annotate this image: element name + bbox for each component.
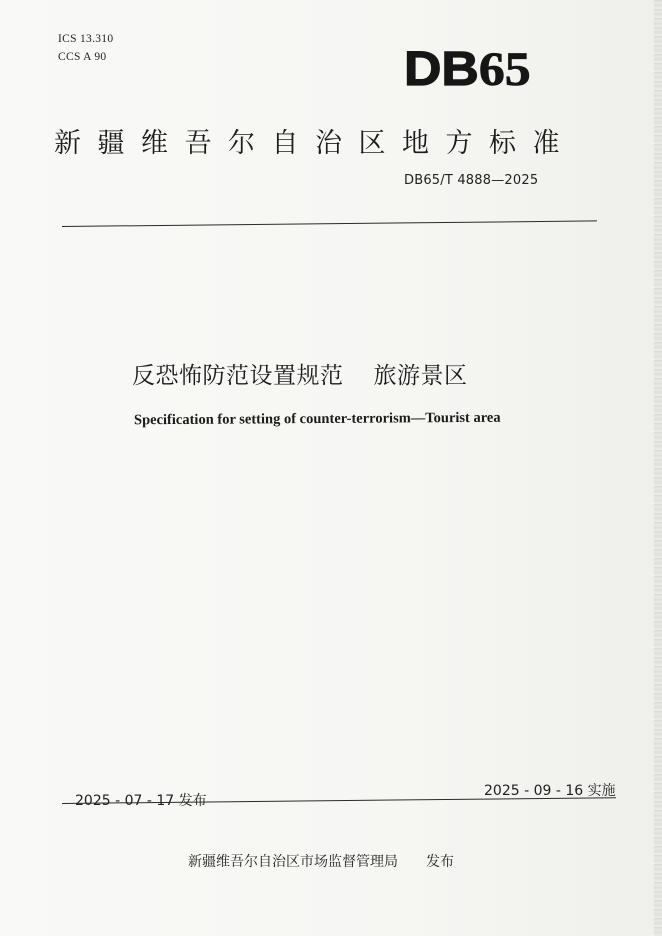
db-logo-letters: DB — [404, 43, 479, 96]
title-chinese — [132, 357, 468, 390]
implementation-date: 2025 - 09 - 16 实施 — [484, 783, 616, 799]
title-chinese-sub: 旅游景区 — [373, 363, 468, 389]
publisher-action: 发布 — [426, 854, 454, 870]
ccs-code: CCS A 90 — [58, 51, 107, 63]
title-english: Specification for setting of counter-terrorism—Tourist area — [133, 409, 501, 429]
publisher-name: 新疆维吾尔自治区市场监督管理局 — [188, 854, 398, 870]
title-chinese-main: 反恐怖防范设置规范 — [132, 363, 344, 389]
db-logo-number: 65 — [478, 43, 531, 96]
standard-type: 新疆维吾尔自治区地方标准 — [54, 128, 576, 159]
standard-number: DB65/T 4888—2025 — [404, 173, 539, 188]
ics-code: ICS 13.310 — [58, 33, 114, 45]
release-date: 2025 - 07 - 17 发布 — [75, 793, 207, 809]
db65-logo — [404, 44, 571, 96]
publisher — [188, 851, 454, 871]
scan-edge — [654, 0, 662, 936]
top-divider — [62, 220, 597, 227]
